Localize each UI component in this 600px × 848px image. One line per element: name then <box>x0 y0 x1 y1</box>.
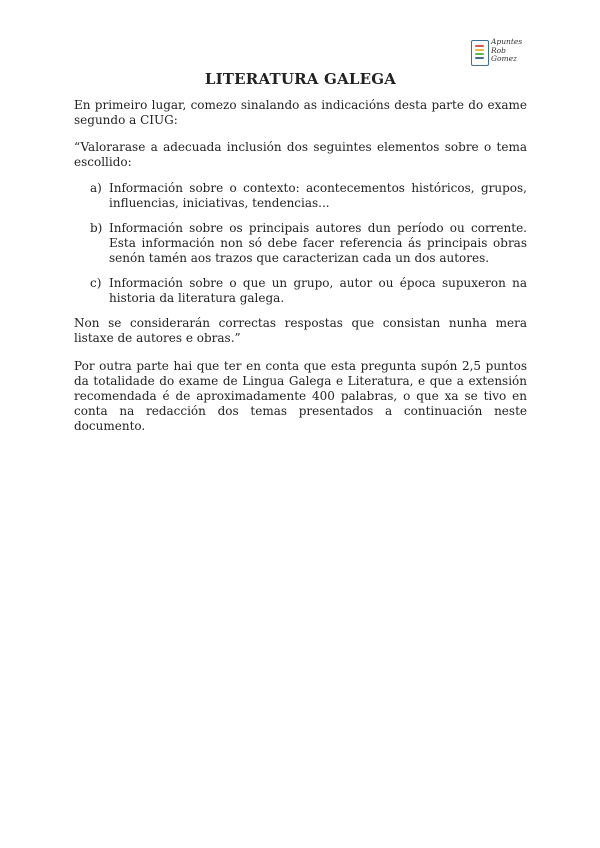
list-marker: c) <box>90 276 102 290</box>
logo-text <box>491 38 527 64</box>
document-icon <box>471 40 489 66</box>
page-title: LITERATURA GALEGA <box>204 70 397 88</box>
quote-intro-paragraph: “Valorarase a adecuada inclusión dos seguintes elementos sobre o tema escollido: <box>74 140 527 169</box>
intro-paragraph: En primeiro lugar, comezo sinalando as indicacións desta parte do exame segundo a CIUG: <box>74 98 527 127</box>
document-page <box>74 70 527 434</box>
list-item <box>74 181 527 211</box>
logo-line-1: Apuntes <box>491 37 523 46</box>
quote-close-paragraph: Non se considerarán correctas respostas que consistan nunha mera listaxe de autores e obras.” <box>74 316 527 345</box>
list-item <box>74 276 527 306</box>
list-item <box>74 221 527 266</box>
list-marker: a) <box>90 181 102 195</box>
list-marker: b) <box>90 221 103 235</box>
list-item-text: Información sobre os principais autores dun período ou corrente. Esta información non só debe facer referencia ás principais obras senón tamén aos trazos que caracterizan cada un dos autores. <box>109 221 527 265</box>
criteria-list <box>74 181 527 306</box>
logo-line-3: Gomez <box>491 54 518 63</box>
list-item-text: Información sobre o que un grupo, autor ou época supuxeron na historia da literatura galega. <box>109 276 527 305</box>
logo-line-2: Rob <box>491 45 506 55</box>
list-item-text: Información sobre o contexto: acontecementos históricos, grupos, influencias, iniciativas, tendencias... <box>109 181 527 210</box>
final-paragraph: Por outra parte hai que ter en conta que esta pregunta supón 2,5 puntos da totalidade do exame de Lingua Galega e Literatura, e que a extensión recomendada é de aproximadamente 400 palabras, o que xa se tivo en conta na redacción dos temas presentados a continuación neste documento. <box>74 359 527 433</box>
apuntes-logo <box>471 38 527 68</box>
